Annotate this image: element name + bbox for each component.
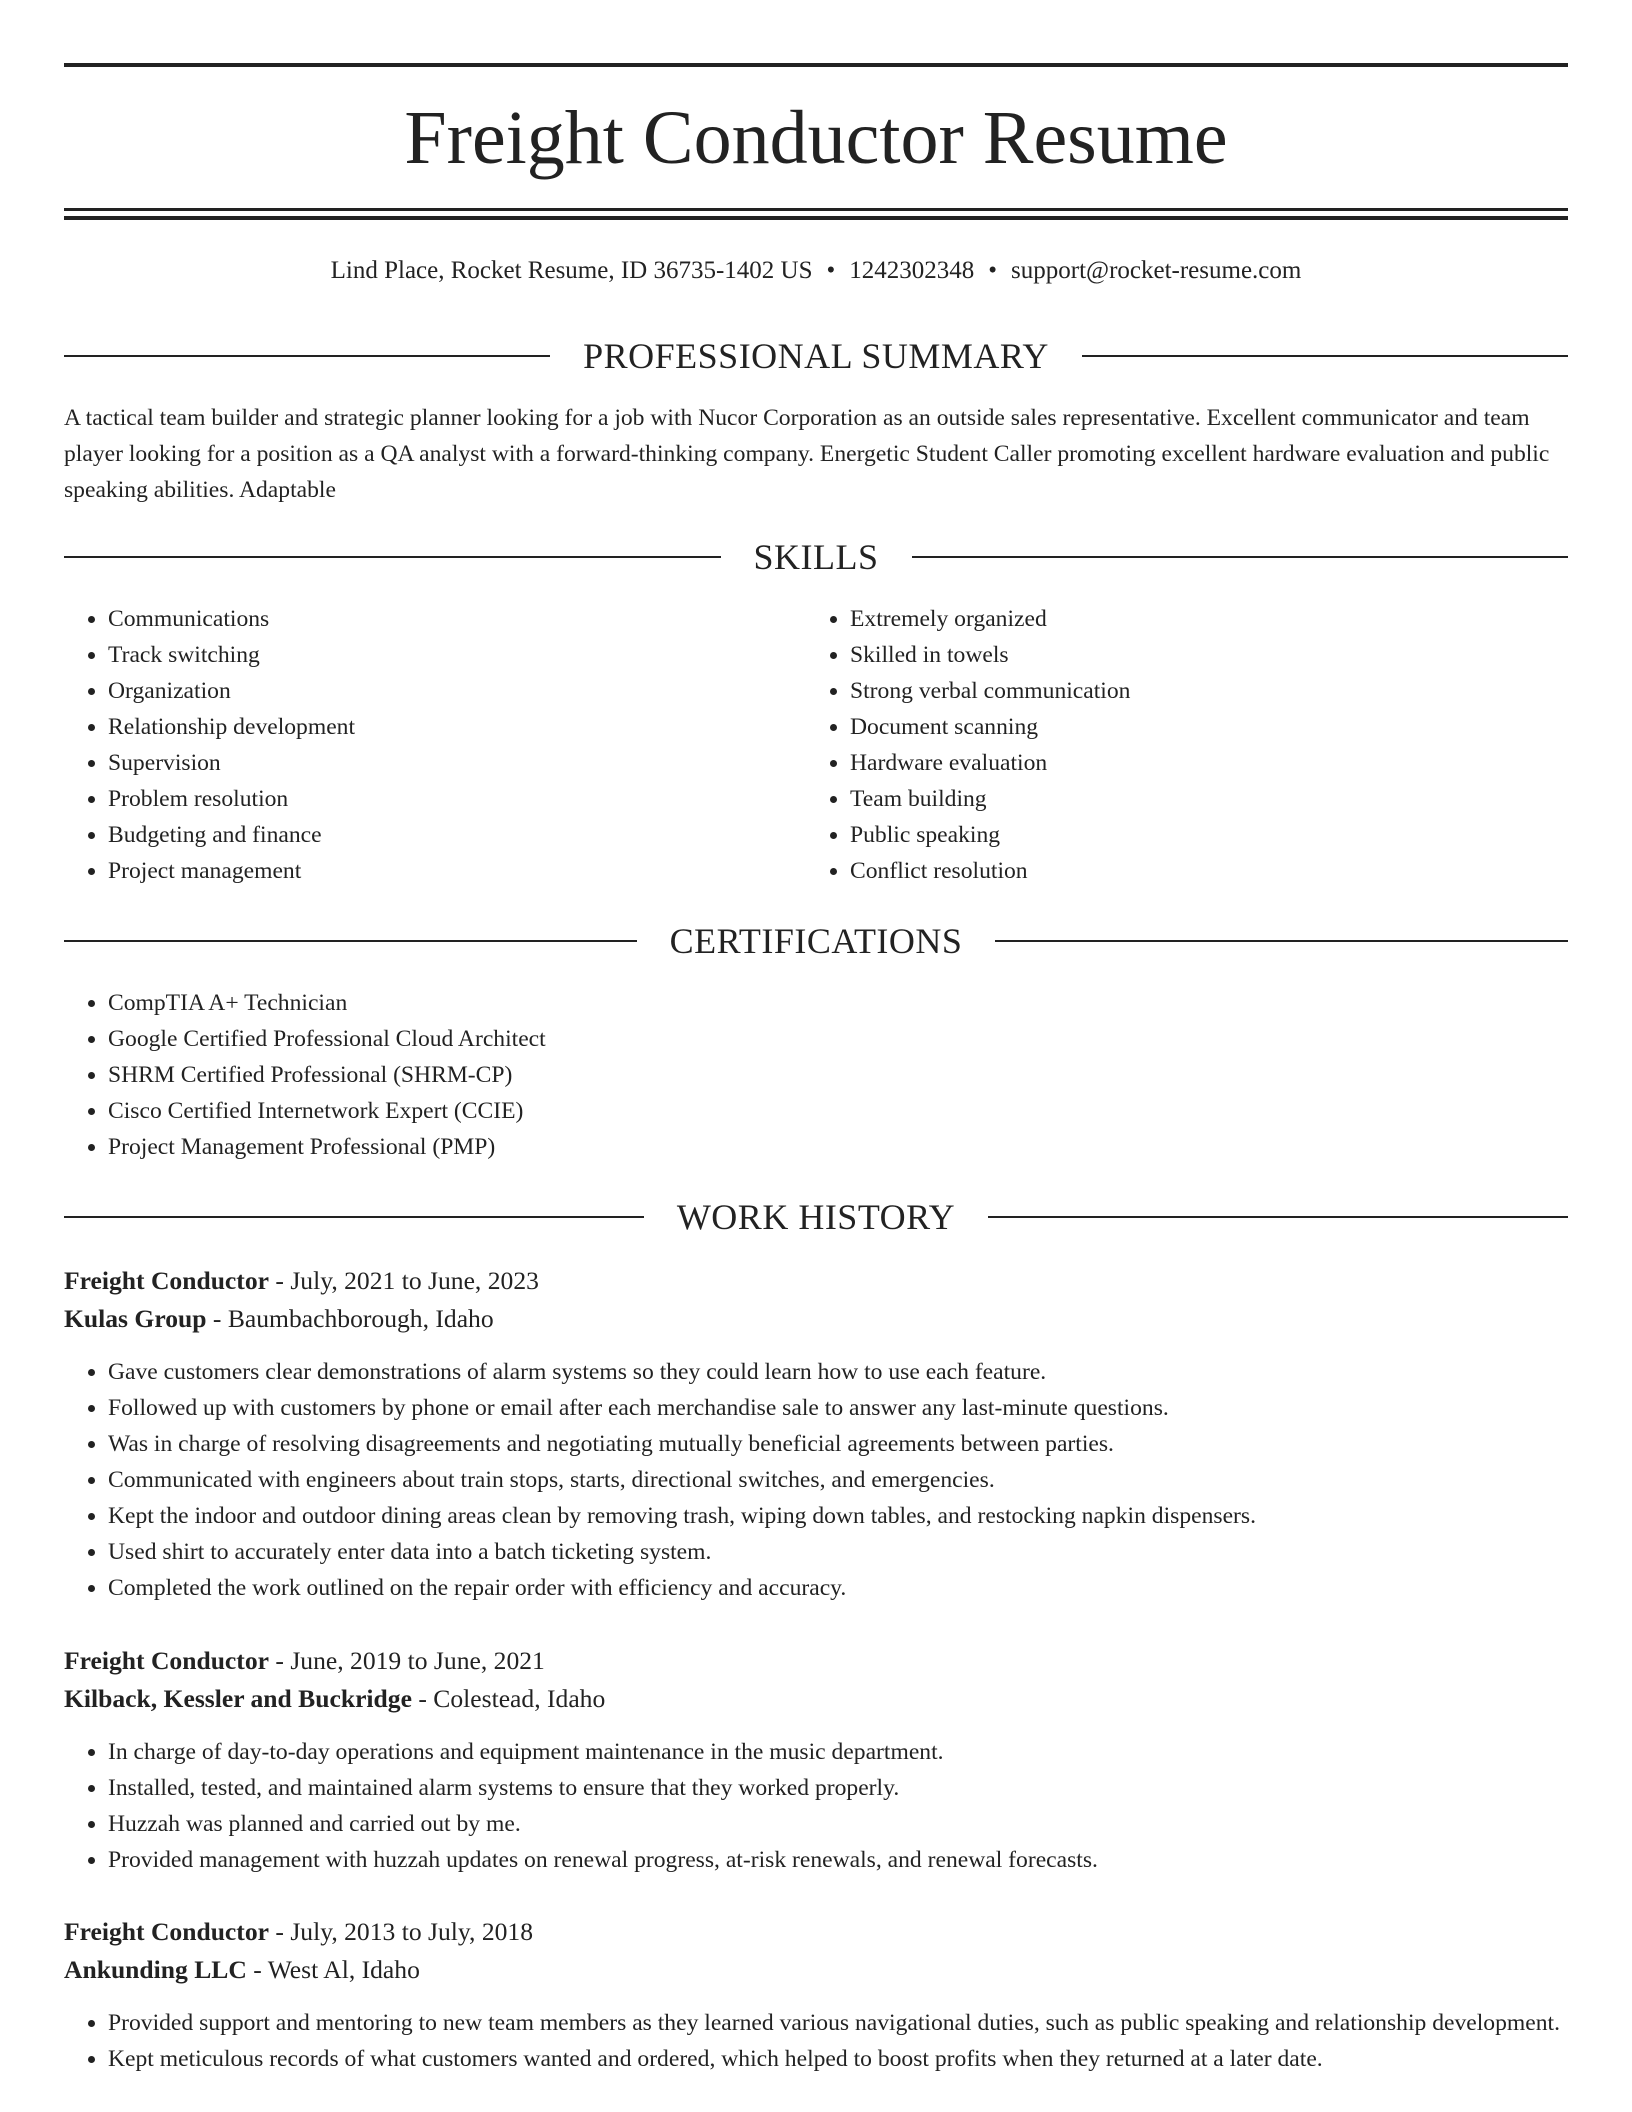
- contact-phone: 1242302348: [849, 257, 975, 284]
- heading-rule-left: [64, 1216, 644, 1218]
- heading-rule-left: [64, 940, 637, 942]
- job-duty: • Used shirt to accurately enter data into a batch ticketing system.: [108, 1534, 1568, 1570]
- job-duty: • Installed, tested, and maintained alarm systems to ensure that they worked properly.: [108, 1770, 1568, 1806]
- job-duty: • Communicated with engineers about train stops, starts, directional switches, and emergencies.: [108, 1462, 1568, 1498]
- work-history-heading: [64, 1195, 1568, 1239]
- skill-item: • Track switching: [108, 637, 764, 673]
- job-title-line: [64, 1642, 1568, 1680]
- summary-heading-label: PROFESSIONAL SUMMARY: [583, 336, 1049, 376]
- job-dash: -: [418, 1684, 427, 1713]
- job-dash: -: [212, 1304, 222, 1333]
- job-duty: • Provided management with huzzah updates on renewal progress, at-risk renewals, and renewal forecasts.: [108, 1842, 1568, 1878]
- skills-list-left: [64, 601, 764, 889]
- contact-email: support@rocket-resume.com: [1011, 257, 1302, 284]
- title-rule-lower: [64, 216, 1568, 220]
- skills-column-right: [806, 601, 1506, 889]
- job-dash: -: [253, 1955, 262, 1984]
- job-location: West Al, Idaho: [267, 1955, 420, 1984]
- heading-rule-right: [1082, 355, 1568, 357]
- job-duties: [64, 2005, 1568, 2077]
- certification-item: • Project Management Professional (PMP): [108, 1129, 1568, 1165]
- heading-rule-right: [912, 556, 1569, 558]
- certification-item: • CompTIA A+ Technician: [108, 985, 1568, 1021]
- job-duty: • Kept the indoor and outdoor dining areas clean by removing trash, wiping down tables, and restocking napkin dispensers.: [108, 1498, 1568, 1534]
- skill-item: • Strong verbal communication: [850, 673, 1506, 709]
- heading-rule-right: [988, 1216, 1568, 1218]
- skill-item: • Relationship development: [108, 709, 764, 745]
- certification-item: • SHRM Certified Professional (SHRM-CP): [108, 1057, 1568, 1093]
- skill-item: • Skilled in towels: [850, 637, 1506, 673]
- skill-item: • Team building: [850, 781, 1506, 817]
- job-duties: [64, 1354, 1568, 1606]
- job-position: Freight Conductor: [64, 1646, 269, 1675]
- job-dash: -: [275, 1646, 284, 1675]
- job-dates: June, 2019 to June, 2021: [290, 1646, 545, 1675]
- skill-item: • Document scanning: [850, 709, 1506, 745]
- job-company: Ankunding LLC: [64, 1955, 247, 1984]
- skill-item: • Supervision: [108, 745, 764, 781]
- certifications-bullets: [64, 985, 1568, 1165]
- job-duty: • Followed up with customers by phone or email after each merchandise sale to answer any last-minute questions.: [108, 1390, 1568, 1426]
- skills-heading: [64, 535, 1568, 579]
- certification-item: • Cisco Certified Internetwork Expert (CCIE): [108, 1093, 1568, 1129]
- contact-separator: •: [988, 257, 998, 284]
- job-entry: [64, 1913, 1568, 2077]
- contact-line: [64, 254, 1568, 288]
- skill-item: • Problem resolution: [108, 781, 764, 817]
- certifications-heading: [64, 919, 1568, 963]
- job-dash: -: [275, 1917, 284, 1946]
- heading-rule-left: [64, 556, 721, 558]
- skills-list-right: [806, 601, 1506, 889]
- job-duty: • Provided support and mentoring to new team members as they learned various navigational duties, such as public speaking and relationship development.: [108, 2005, 1568, 2041]
- job-dash: -: [275, 1266, 284, 1295]
- job-duty: • In charge of day-to-day operations and equipment maintenance in the music department.: [108, 1734, 1568, 1770]
- job-location: Colestead, Idaho: [433, 1684, 606, 1713]
- work-history-heading-label: WORK HISTORY: [676, 1197, 956, 1237]
- job-company: Kilback, Kessler and Buckridge: [64, 1684, 412, 1713]
- summary-text: A tactical team builder and strategic planner looking for a job with Nucor Corporation as an outside sales representative. Excellent communicator and team player looking for a position as a QA analyst with a forward-thinking company. Energetic Student Caller promoting excellent hardware evaluation and public speaking abilities. Adaptable: [64, 405, 1550, 503]
- job-dates: July, 2021 to June, 2023: [290, 1266, 539, 1295]
- job-dates: July, 2013 to July, 2018: [290, 1917, 534, 1946]
- skill-item: • Hardware evaluation: [850, 745, 1506, 781]
- heading-rule-left: [64, 355, 550, 357]
- summary-heading: [64, 334, 1568, 378]
- job-company-line: [64, 1951, 1568, 1989]
- resume-title: Freight Conductor Resume: [404, 96, 1228, 180]
- skill-item: • Communications: [108, 601, 764, 637]
- heading-rule-right: [995, 940, 1568, 942]
- skill-item: • Conflict resolution: [850, 853, 1506, 889]
- title-rule-upper: [64, 208, 1568, 211]
- skills-column-left: [64, 601, 764, 889]
- certification-item: • Google Certified Professional Cloud Architect: [108, 1021, 1568, 1057]
- job-duty: • Huzzah was planned and carried out by me.: [108, 1806, 1568, 1842]
- job-title-line: [64, 1913, 1568, 1951]
- job-position: Freight Conductor: [64, 1266, 269, 1295]
- job-entry: [64, 1262, 1568, 1606]
- job-position: Freight Conductor: [64, 1917, 269, 1946]
- certifications-list: [64, 985, 1568, 1165]
- job-duty: • Gave customers clear demonstrations of alarm systems so they could learn how to use each feature.: [108, 1354, 1568, 1390]
- job-company: Kulas Group: [64, 1304, 207, 1333]
- skill-item: • Organization: [108, 673, 764, 709]
- job-duty: • Kept meticulous records of what customers wanted and ordered, which helped to boost profits when they returned at a later date.: [108, 2041, 1568, 2077]
- job-company-line: [64, 1680, 1568, 1718]
- job-duty: • Completed the work outlined on the repair order with efficiency and accuracy.: [108, 1570, 1568, 1606]
- job-location: Baumbachborough, Idaho: [227, 1304, 494, 1333]
- job-entry: [64, 1642, 1568, 1878]
- job-duties: [64, 1734, 1568, 1878]
- job-duty: • Was in charge of resolving disagreements and negotiating mutually beneficial agreements between parties.: [108, 1426, 1568, 1462]
- skills-heading-label: SKILLS: [753, 537, 879, 577]
- skill-item: • Public speaking: [850, 817, 1506, 853]
- skill-item: • Budgeting and finance: [108, 817, 764, 853]
- job-company-line: [64, 1300, 1568, 1338]
- skill-item: • Project management: [108, 853, 764, 889]
- contact-separator: •: [826, 257, 836, 284]
- top-rule: [64, 63, 1568, 67]
- skill-item: • Extremely organized: [850, 601, 1506, 637]
- certifications-heading-label: CERTIFICATIONS: [669, 921, 963, 961]
- job-title-line: [64, 1262, 1568, 1300]
- contact-address: Lind Place, Rocket Resume, ID 36735-1402 US: [330, 257, 813, 284]
